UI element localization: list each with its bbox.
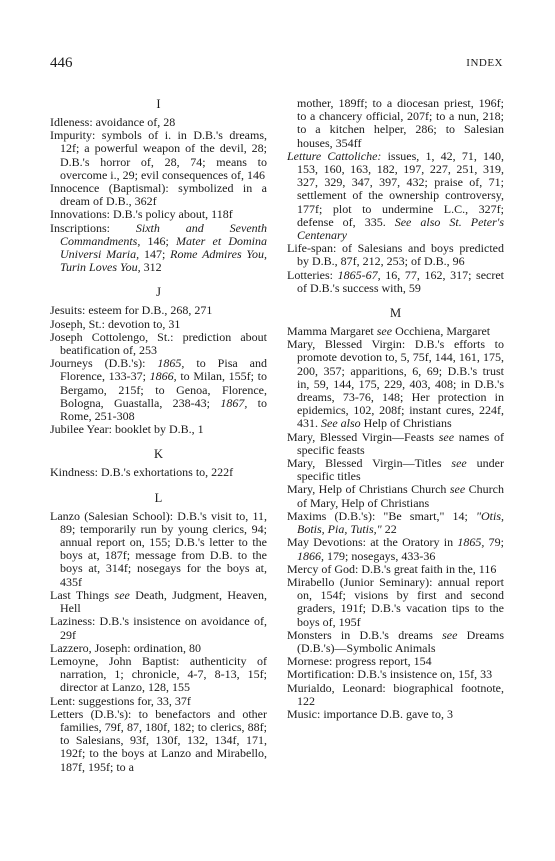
index-entry-text: Mornese: progress report, 154 <box>287 654 432 669</box>
index-entry-italic-text: "Otis, Botis, Pia, Tutis," <box>297 508 504 537</box>
index-entry-italic-text: See also St. Peter's Centenary <box>297 214 505 243</box>
index-entry <box>50 222 267 275</box>
index-entry-text: Last Things <box>50 587 115 602</box>
index-entry <box>50 357 267 423</box>
index-entry-text: 16, 77, 162, 317; secret of D.B.'s success with, 59 <box>297 267 505 295</box>
index-entry-text: May Devotions: at the Oratory in <box>287 535 458 550</box>
index-entry-text: names of specific feasts <box>297 429 505 457</box>
index-entry <box>287 242 504 268</box>
index-entry <box>50 655 267 695</box>
index-entry <box>287 708 504 721</box>
index-entry-text: Lotteries: <box>287 267 338 282</box>
index-entry-text: Occhiena, Margaret <box>392 324 491 339</box>
index-entry <box>50 331 267 357</box>
index-entry <box>50 708 267 774</box>
index-entry-text: Mary, Blessed Virgin: D.B.'s efforts to promote devotion to, 5, 75f, 144, 161, 175, 200, 357; apparitions, 6, 69; D.B.'s trust in, 59, 144, 175, 229, 403, 408; in D.B.'s dreams, 73-76, 148; Her protection in epidemics, 102, 208f; instant cures, 224f, 431. <box>287 337 504 431</box>
index-entry <box>287 431 504 457</box>
running-head: INDEX <box>466 57 503 69</box>
index-entry <box>50 510 267 589</box>
index-entry-text: Letters (D.B.'s): to benefactors and other families, 79f, 87, 180f, 182; to clerics, 88f; to Salesians, 93f, 130f, 132, 134f, 171, 192f; to the boys at Lanzo and Mirabello, 187f, 195f; to a <box>50 706 267 774</box>
index-entry-text: 312 <box>140 260 162 275</box>
index-entry-text: Mirabello (Junior Seminary): annual report on, 154f; visions by first and second graders, 191f; D.B.'s vacation tips to the boys of, 195f <box>287 574 504 629</box>
index-entry-text: 147; <box>139 247 171 262</box>
index-entry <box>50 589 267 615</box>
index-entry-italic-text: Mater et Domina Universi Maria, <box>60 233 267 262</box>
index-entry <box>287 576 504 629</box>
index-entry <box>287 269 504 295</box>
index-entry-italic-text: 1866, <box>149 369 177 384</box>
index-entry <box>287 338 504 430</box>
index-entry-text: 146; <box>140 233 177 248</box>
index-entry <box>50 615 267 641</box>
index-entry-italic-text: see <box>442 627 458 642</box>
index-entry-text: to Milan, 155f; to Bergamo, 215f; to Genoa, Florence, Bologna, Guastalla, 238-43; <box>60 369 267 410</box>
index-entry-text: Laziness: D.B.'s insistence on avoidance of, 29f <box>50 614 267 642</box>
index-entry-text: Innocence (Baptismal): symbolized in a dream of D.B., 362f <box>50 181 267 209</box>
index-entry-text: Mary, Help of Christians Church <box>287 482 450 497</box>
index-entry <box>287 510 504 536</box>
index-entry-text: Murialdo, Leonard: biographical footnote, 122 <box>287 680 504 708</box>
section-spacer <box>50 274 267 285</box>
index-entry <box>287 629 504 655</box>
index-column-left <box>50 97 267 774</box>
index-entry <box>287 682 504 708</box>
index-entry-text: issues, 1, 42, 71, 140, 153, 160, 163, 182, 197, 227, 251, 319, 327, 329, 347, 397, 432; praise of, 71; settlement of the ownership controversy, 177f; plot to undermine L.C., 327f; defense of, 335. <box>297 148 505 229</box>
index-entry-italic-text: Sixth and Seventh Commandments, <box>60 220 267 248</box>
index-entry-text: Monsters in D.B.'s dreams <box>287 627 443 642</box>
section-letter: M <box>389 306 402 321</box>
index-entry-text: Help of Christians <box>360 416 452 431</box>
index-entry-text: Death, Judgment, Heaven, Hell <box>60 587 267 616</box>
index-entry-italic-text: 1865-67, <box>337 267 381 282</box>
index-entry <box>287 483 504 509</box>
index-entry-text: Lemoyne, John Baptist: authenticity of narration, 1; chronicle, 4-7, 8-13, 15f; director at Lanzo, 128, 155 <box>50 653 267 695</box>
index-entry-text: Idleness: avoidance of, 28 <box>50 115 176 129</box>
index-entry-text: Innovations: D.B.'s policy about, 118f <box>50 207 233 222</box>
index-entry-text: Kindness: D.B.'s exhortations to, 222f <box>50 465 234 480</box>
index-entry-text: 179; nosegays, 433-36 <box>324 548 436 563</box>
index-entry-italic-text: see <box>438 429 455 444</box>
index-entry-italic-text: 1865, <box>457 535 485 550</box>
index-entry <box>50 423 267 436</box>
index-entry-italic-text: Letture Cattoliche: <box>287 148 382 163</box>
section-letter: J <box>156 285 161 300</box>
index-entry <box>50 129 267 182</box>
index-entry-italic-text: see <box>449 482 466 497</box>
index-entry-text: Lanzo (Salesian School): D.B.'s visit to, 11, 89; temporarily run by young clerics, 94; annual report on, 155; D.B.'s letter to the boys at, 187f; message from D.B. to the boys at, 314f; nosegays for the boys at, 435f <box>50 508 267 589</box>
index-entry-italic-text: 1867, <box>220 395 248 410</box>
index-entry-italic-text: 1866, <box>297 548 324 563</box>
index-entry-italic-text: see <box>451 456 467 471</box>
index-entry-text: Mercy of God: D.B.'s great faith in the, 116 <box>287 561 497 576</box>
index-entry-italic-text: 1865, <box>157 356 185 371</box>
index-entry-text: Jesuits: esteem for D.B., 268, 271 <box>50 303 213 318</box>
index-entry-text: Joseph, St.: devotion to, 31 <box>50 316 181 331</box>
index-entry-text: mother, 189ff; to a diocesan priest, 196f; to a chancery official, 207f; to a nun, 218; to a kitchen helper, 286; to Salesian houses, 354ff <box>297 96 504 150</box>
section-spacer <box>287 295 504 306</box>
index-column-right <box>287 97 504 721</box>
page-number: 446 <box>50 55 73 71</box>
index-entry-text: Lazzero, Joseph: ordination, 80 <box>50 640 201 655</box>
index-entry <box>287 97 504 150</box>
section-letter: I <box>156 97 161 111</box>
index-entry <box>287 536 504 562</box>
index-entry-text: Mamma Margaret <box>287 324 377 339</box>
section-spacer <box>50 480 267 491</box>
section-spacer <box>50 436 267 447</box>
index-entry-text: 22 <box>381 522 397 537</box>
index-entry <box>50 182 267 208</box>
index-entry-text: Impurity: symbols of i. in D.B.'s dreams, 12f; a powerful weapon of the devil, 28; D.B.'s horror of, 28, 74; means to overcome i., 29; evil consequences of, 146 <box>50 128 267 182</box>
index-entry-text: Mary, Blessed Virgin—Titles <box>287 456 452 471</box>
index-entry-text: to Pisa and Florence, 133-37; <box>60 356 267 384</box>
section-letter: L <box>154 490 163 505</box>
index-entry-text: Inscriptions: <box>50 220 136 235</box>
index-entry <box>50 466 267 479</box>
index-entry-italic-text: see <box>114 587 130 602</box>
index-entry-italic-text: see <box>376 324 393 339</box>
index-entry-italic-text: Rome Admires You, Turin Loves You, <box>60 247 268 275</box>
index-entry-text: under specific titles <box>297 456 505 484</box>
index-entry-text: Journeys (D.B.'s): <box>50 356 158 371</box>
index-entry-text: Church of Mary, Help of Christians <box>297 482 504 510</box>
index-entry-text: Jubilee Year: booklet by D.B., 1 <box>50 422 204 437</box>
index-entry-text: Mortification: D.B.'s insistence on, 15f, 33 <box>287 667 493 682</box>
index-entry-text: Life-span: of Salesians and boys predicted by D.B., 87f, 212, 253; of D.B., 96 <box>287 241 504 269</box>
index-entry-text: Dreams (D.B.'s)—Symbolic Animals <box>297 627 504 655</box>
index-entry-text: to Rome, 251-308 <box>60 395 267 424</box>
index-entry-text: Music: importance D.B. gave to, 3 <box>287 706 453 721</box>
index-entry-text: Lent: suggestions for, 33, 37f <box>50 693 191 708</box>
index-entry-text: 79; <box>484 535 504 550</box>
section-letter: K <box>153 447 164 462</box>
index-entry-text: Maxims (D.B.'s): "Be smart," 14; <box>287 508 476 523</box>
index-entry <box>287 457 504 483</box>
index-entry <box>287 150 504 242</box>
index-entry-text: Mary, Blessed Virgin—Feasts <box>287 429 439 444</box>
index-entry-text: Joseph Cottolengo, St.: prediction about beatification of, 253 <box>50 329 267 358</box>
index-entry-italic-text: See also <box>321 416 361 431</box>
